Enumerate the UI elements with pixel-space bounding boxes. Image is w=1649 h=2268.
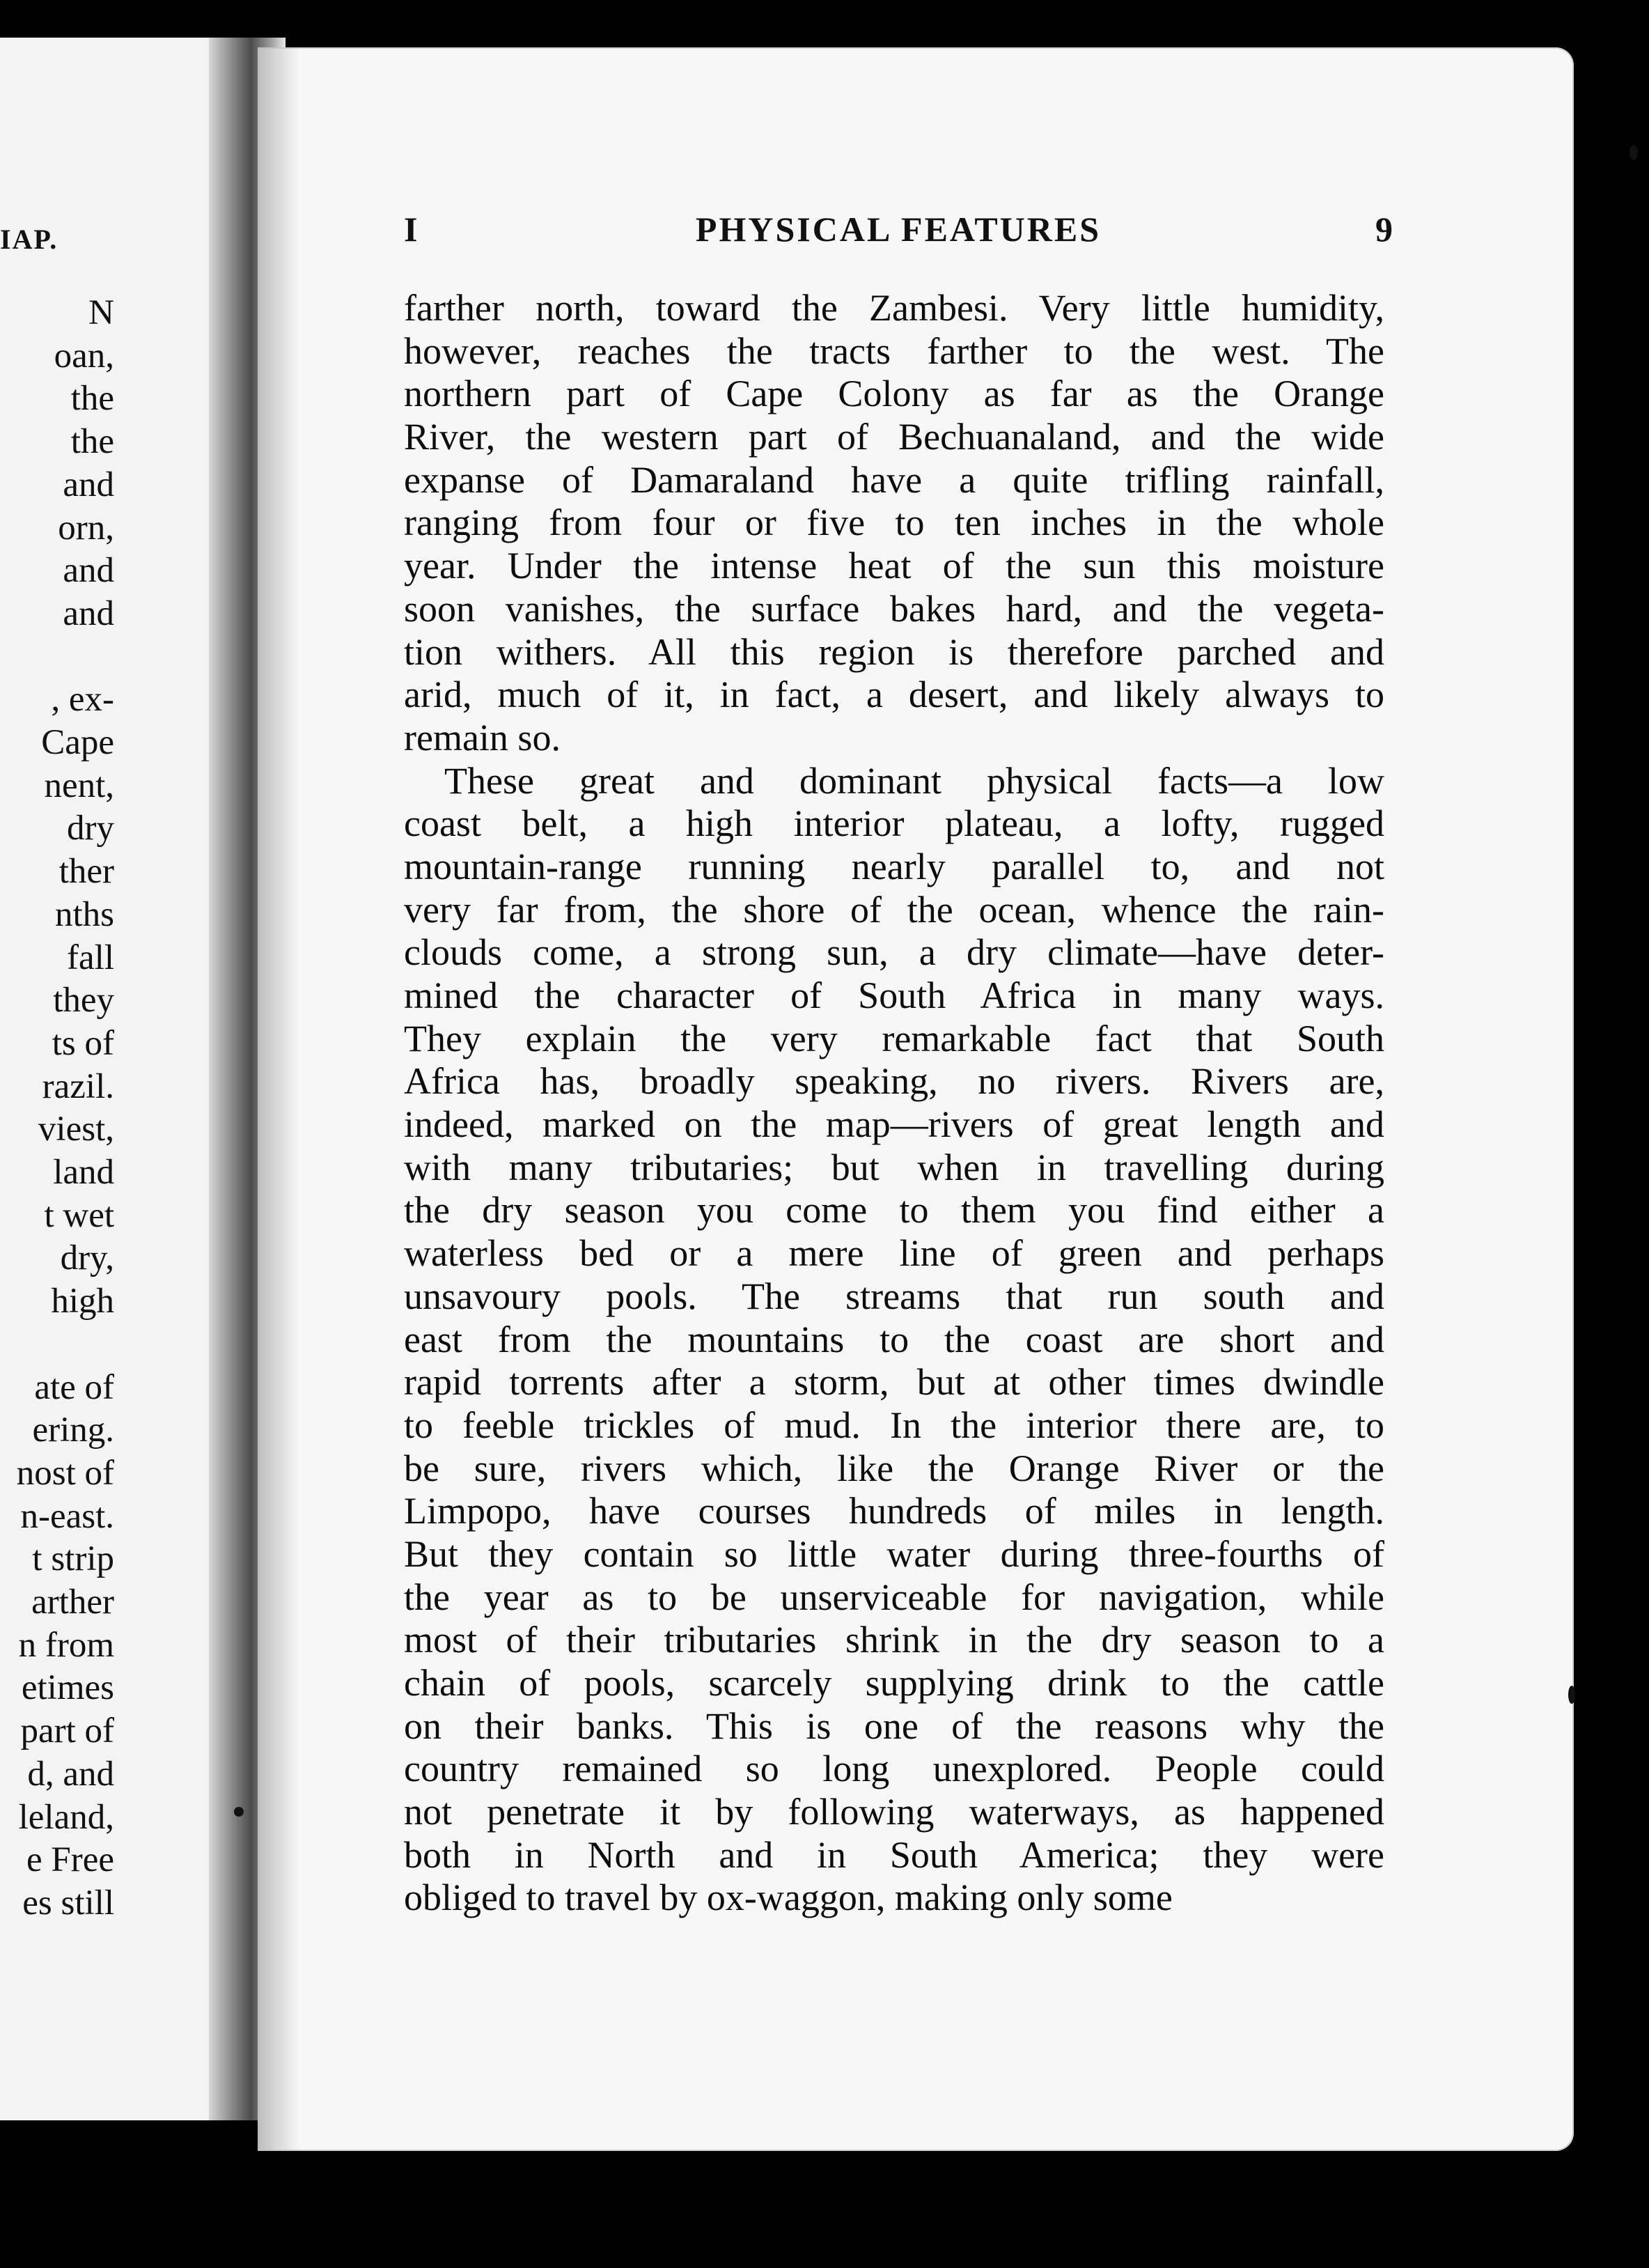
previous-page-line: nost of — [16, 1453, 114, 1493]
text-line: But they contain so little water during three-fourths of — [404, 1532, 1384, 1575]
previous-page-line: land — [53, 1153, 114, 1192]
text-line: on their banks. This is one of the reasons why the — [404, 1704, 1384, 1747]
text-line: coast belt, a high interior plateau, a lofty, rugged — [404, 802, 1384, 845]
previous-page — [0, 38, 237, 2120]
text-line: clouds come, a strong sun, a dry climate—have deter- — [404, 931, 1384, 974]
previous-page-line: and — [63, 465, 114, 504]
text-line: unsavoury pools. The streams that run south and — [404, 1275, 1384, 1317]
previous-page-line: N — [88, 293, 114, 332]
previous-page-line: d, and — [27, 1754, 114, 1794]
previous-page-line: razil. — [42, 1066, 114, 1106]
previous-page-line: arther — [31, 1583, 114, 1622]
previous-page-line: etimes — [21, 1668, 114, 1708]
text-line: east from the mountains to the coast are short and — [404, 1318, 1384, 1360]
previous-page-line: t wet — [44, 1195, 114, 1235]
print-speck — [234, 1807, 244, 1817]
previous-page-line: the — [70, 422, 114, 462]
previous-page-line: orn, — [58, 508, 114, 547]
text-line: rapid torrents after a storm, but at other times dwindle — [404, 1361, 1384, 1404]
previous-page-line: the — [70, 379, 114, 419]
text-line: to feeble trickles of mud. In the interior there are, to — [404, 1404, 1384, 1446]
page-number: 9 — [1375, 210, 1393, 249]
text-line: chain of pools, scarcely supplying drink to the cattle — [404, 1662, 1384, 1704]
previous-page-line: high — [51, 1282, 114, 1321]
previous-page-line: ts of — [52, 1023, 114, 1063]
text-line: tion withers. All this region is therefore parched and — [404, 630, 1384, 673]
text-line: very far from, the shore of the ocean, whence the rain- — [404, 888, 1384, 931]
previous-page-line: Cape — [41, 723, 114, 762]
text-line: waterless bed or a mere line of green and perhaps — [404, 1232, 1384, 1275]
text-line: mined the character of South Africa in many ways. — [404, 974, 1384, 1016]
text-line: Africa has, broadly speaking, no rivers. Rivers are, — [404, 1060, 1384, 1103]
text-line: expanse of Damaraland have a quite trifling rainfall, — [404, 458, 1384, 501]
page-edge-shadow — [258, 47, 299, 2151]
text-line: however, reaches the tracts farther to the west. The — [404, 329, 1384, 372]
chapter-number: I — [404, 210, 418, 249]
text-line: ranging from four or five to ten inches in the whole — [404, 502, 1384, 544]
text-line: These great and dominant physical facts—a low — [444, 759, 1384, 802]
print-speck — [1630, 145, 1638, 160]
text-line: remain so. — [404, 716, 561, 759]
text-line: not penetrate it by following waterways, as happened — [404, 1791, 1384, 1833]
running-head-title: PHYSICAL FEATURES — [695, 210, 1102, 249]
text-line: mountain-range running nearly parallel to, and not — [404, 845, 1384, 887]
previous-page-line: nent, — [44, 766, 114, 805]
previous-page-line: e Free — [26, 1840, 114, 1880]
text-line: arid, much of it, in fact, a desert, and likely always to — [404, 674, 1384, 716]
text-line: soon vanishes, the surface bakes hard, and the vegeta- — [404, 587, 1384, 630]
previous-page-text-fragments — [0, 38, 237, 2120]
text-line: northern part of Cape Colony as far as the Orange — [404, 373, 1384, 415]
previous-page-line: ther — [58, 852, 114, 892]
text-line: farther north, toward the Zambesi. Very little humidity, — [404, 287, 1384, 329]
text-line: most of their tributaries shrink in the dry season to a — [404, 1619, 1384, 1661]
text-line: with many tributaries; but when in travelling during — [404, 1146, 1384, 1188]
text-line: indeed, marked on the map—rivers of great length and — [404, 1103, 1384, 1146]
text-line: the dry season you come to them you find either a — [404, 1189, 1384, 1232]
previous-page-line: es still — [22, 1883, 114, 1923]
previous-page-line: part of — [20, 1711, 114, 1751]
text-line: the year as to be unserviceable for navigation, while — [404, 1576, 1384, 1618]
previous-page-line: n-east. — [20, 1496, 114, 1536]
previous-page-header: IAP. — [0, 224, 58, 255]
previous-page-line: viest, — [38, 1110, 114, 1149]
previous-page-line: dry — [67, 809, 114, 848]
text-line: Limpopo, have courses hundreds of miles in length. — [404, 1490, 1384, 1532]
text-line: both in North and in South America; they were — [404, 1833, 1384, 1876]
previous-page-line: oan, — [54, 336, 114, 375]
print-speck — [1568, 1686, 1575, 1704]
previous-page-line: leland, — [18, 1797, 114, 1837]
text-line: country remained so long unexplored. People could — [404, 1748, 1384, 1790]
previous-page-line: t strip — [32, 1539, 114, 1579]
previous-page-line: ate of — [34, 1367, 114, 1407]
text-line: year. Under the intense heat of the sun this moisture — [404, 545, 1384, 587]
body-text — [404, 287, 1384, 1920]
previous-page-line: fall — [67, 938, 114, 977]
previous-page-line: ering. — [32, 1411, 114, 1450]
previous-page-line: they — [53, 981, 114, 1020]
text-line: obliged to travel by ox-waggon, making only some — [404, 1877, 1173, 1919]
text-line: They explain the very remarkable fact that South — [404, 1017, 1384, 1059]
previous-page-line: , ex- — [51, 680, 114, 720]
previous-page-line: nths — [54, 894, 114, 934]
previous-page-line: and — [63, 551, 114, 591]
previous-page-line: dry, — [60, 1238, 114, 1278]
running-head — [404, 209, 1393, 251]
text-line: be sure, rivers which, like the Orange River or the — [404, 1447, 1384, 1489]
previous-page-line: n from — [18, 1625, 114, 1665]
text-line: River, the western part of Bechuanaland, and the wide — [404, 416, 1384, 458]
previous-page-line: and — [63, 593, 114, 633]
